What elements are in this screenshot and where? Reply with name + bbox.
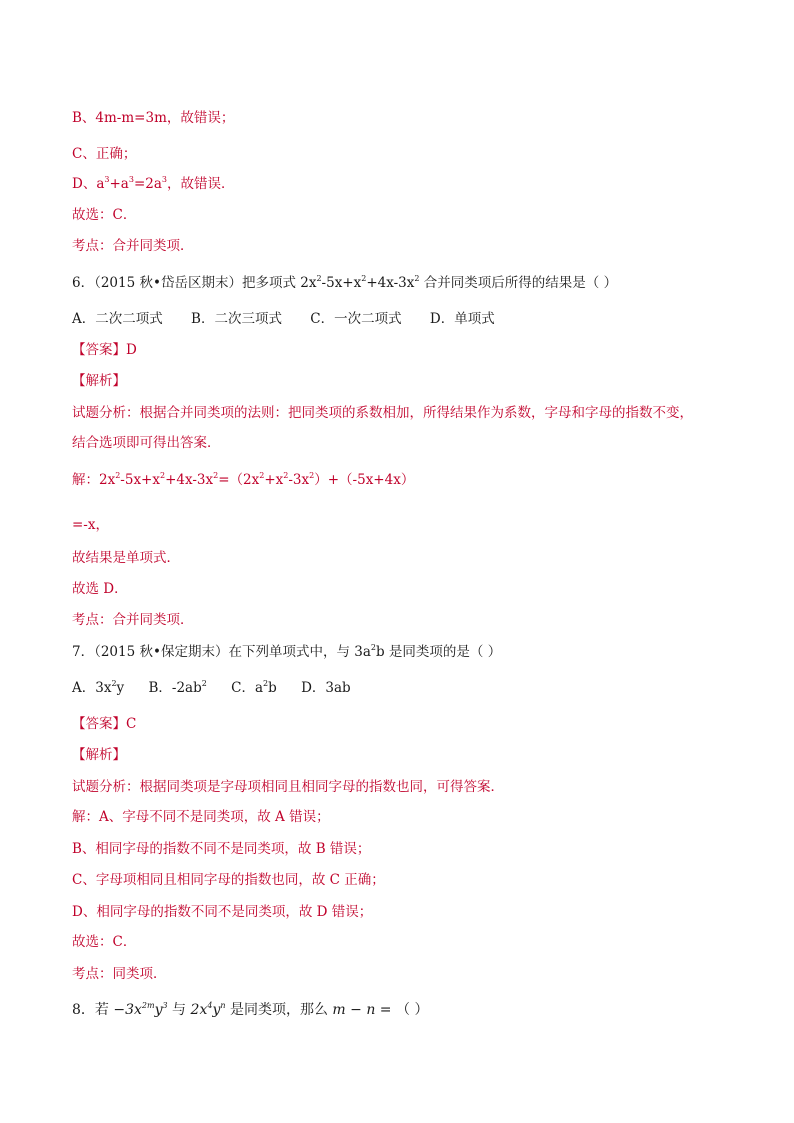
sup: 3 xyxy=(162,1001,168,1010)
q8-coef1: −3 xyxy=(113,1002,134,1018)
q7-answer xyxy=(72,714,734,734)
q8-x2: x xyxy=(199,1002,208,1018)
q6-option-a: A．二次二项式 xyxy=(72,311,163,327)
q7-option-b xyxy=(148,678,206,698)
q7-option-d: D．3ab xyxy=(301,680,351,696)
sup: 3 xyxy=(128,175,134,184)
q6-solution-2: =-x， xyxy=(72,517,109,533)
q8-y2: y xyxy=(212,1002,221,1018)
q8-eq: = （ ） xyxy=(375,1002,429,1018)
q7-select: 故选：C． xyxy=(72,934,137,950)
q7-opt-b-pre: B．-2ab xyxy=(148,680,202,696)
q6-result: 故结果是单项式． xyxy=(72,550,180,566)
sol-pre: 解： xyxy=(72,472,99,488)
q6-option-d: D．单项式 xyxy=(429,311,495,327)
line-d-pre: D、a xyxy=(72,176,105,192)
q7-stem-pre: 7．（2015 秋•保定期末）在下列单项式中，与 3a xyxy=(72,644,371,660)
sup: 2 xyxy=(201,679,207,688)
sup: 3 xyxy=(104,175,110,184)
q6-stem-m1: -5x+x xyxy=(321,275,362,291)
q6-select: 故选 D． xyxy=(72,581,128,597)
q8-stem-pre: 8．若 xyxy=(72,1002,114,1018)
sup: 2 xyxy=(414,274,420,283)
sol-d: =（2x xyxy=(218,472,260,488)
answer-label: 【答案】 xyxy=(72,716,126,732)
q7-stem xyxy=(72,642,734,662)
q7-options xyxy=(72,678,734,698)
line-d-mid2: =2a xyxy=(133,176,162,192)
q6-solution xyxy=(72,470,734,490)
q6-stem-post: 合并同类项后所得的结果是（ ） xyxy=(419,275,618,291)
q7-opt-a-pre: A．3x xyxy=(72,680,112,696)
sol-b: -5x+x xyxy=(120,472,160,488)
sup: 2m xyxy=(141,1001,155,1010)
sup: 2 xyxy=(213,471,219,480)
sol-c: +4x-3x xyxy=(165,472,214,488)
q7-option-a xyxy=(72,678,124,698)
q6-stem xyxy=(72,273,734,293)
q7-sol-a: 解：A、字母不同不是同类项，故 A 错误； xyxy=(72,809,330,825)
q8-expr: m − n xyxy=(332,1002,376,1018)
q6-option-b: B．二次三项式 xyxy=(191,311,282,327)
sup: n xyxy=(220,1001,226,1010)
kaodian-line: 考点：合并同类项． xyxy=(72,238,194,254)
sup: 2 xyxy=(309,471,315,480)
q6-analysis-label: 【解析】 xyxy=(72,373,126,389)
sup: 2 xyxy=(370,643,376,652)
line-d-post: ，故错误． xyxy=(166,176,235,192)
q7-opt-c-post: b xyxy=(268,680,277,696)
q7-analysis-1: 试题分析：根据同类项是字母项相同且相同字母的指数也同，可得答案． xyxy=(72,779,504,795)
answer-value: C xyxy=(126,716,137,732)
sol-a: 2x xyxy=(99,472,116,488)
sup: 3 xyxy=(161,175,167,184)
sup: 2 xyxy=(361,274,367,283)
sol-e: +x xyxy=(264,472,284,488)
sup: 2 xyxy=(111,679,117,688)
q6-stem-m2: +4x-3x xyxy=(366,275,415,291)
q6-answer xyxy=(72,340,734,360)
sup: 2 xyxy=(259,471,265,480)
sup: 2 xyxy=(316,274,322,283)
sup: 4 xyxy=(207,1001,213,1010)
line-d-mid: +a xyxy=(109,176,129,192)
q8-post: 是同类项，那么 xyxy=(225,1002,333,1018)
q6-analysis-2: 结合选项即可得出答案． xyxy=(72,435,221,451)
sol-f: -3x xyxy=(288,472,310,488)
sup: 2 xyxy=(115,471,121,480)
q8-y1: y xyxy=(154,1002,163,1018)
sup: 2 xyxy=(263,679,269,688)
q8-stem xyxy=(72,1000,734,1020)
select-line: 故选：C． xyxy=(72,207,137,223)
q6-options xyxy=(72,309,734,329)
answer-label: 【答案】 xyxy=(72,342,126,358)
q7-opt-a-post: y xyxy=(116,680,125,696)
line-b: B、4m-m=3m，故错误； xyxy=(72,110,235,126)
line-d xyxy=(72,174,734,194)
answer-value: D xyxy=(126,342,137,358)
q8-x1: x xyxy=(134,1002,142,1018)
q7-analysis-label: 【解析】 xyxy=(72,747,126,763)
q8-mid: 与 xyxy=(167,1002,191,1018)
sol-g: ）+（-5x+4x） xyxy=(314,472,415,488)
q7-sol-d: D、相同字母的指数不同不是同类项，故 D 错误； xyxy=(72,904,373,920)
q7-option-c xyxy=(231,678,277,698)
q6-stem-pre: 6．（2015 秋•岱岳区期末）把多项式 2x xyxy=(72,275,317,291)
q6-option-c: C．一次二项式 xyxy=(310,311,402,327)
q8-coef2: 2 xyxy=(190,1002,200,1018)
q7-stem-post: b 是同类项的是（ ） xyxy=(375,644,502,660)
q7-opt-c-pre: C．a xyxy=(231,680,264,696)
q7-sol-b: B、相同字母的指数不同不是同类项，故 B 错误； xyxy=(72,841,371,857)
q7-sol-c: C、字母项相同且相同字母的指数也同，故 C 正确； xyxy=(72,872,385,888)
sup: 2 xyxy=(283,471,289,480)
q6-kaodian: 考点：合并同类项． xyxy=(72,612,194,628)
q6-analysis-1: 试题分析：根据合并同类项的法则：把同类项的系数相加，所得结果作为系数，字母和字母的指数不变， xyxy=(72,405,693,421)
line-c: C、正确； xyxy=(72,146,137,162)
sup: 2 xyxy=(160,471,166,480)
q7-kaodian: 考点：同类项． xyxy=(72,966,167,982)
